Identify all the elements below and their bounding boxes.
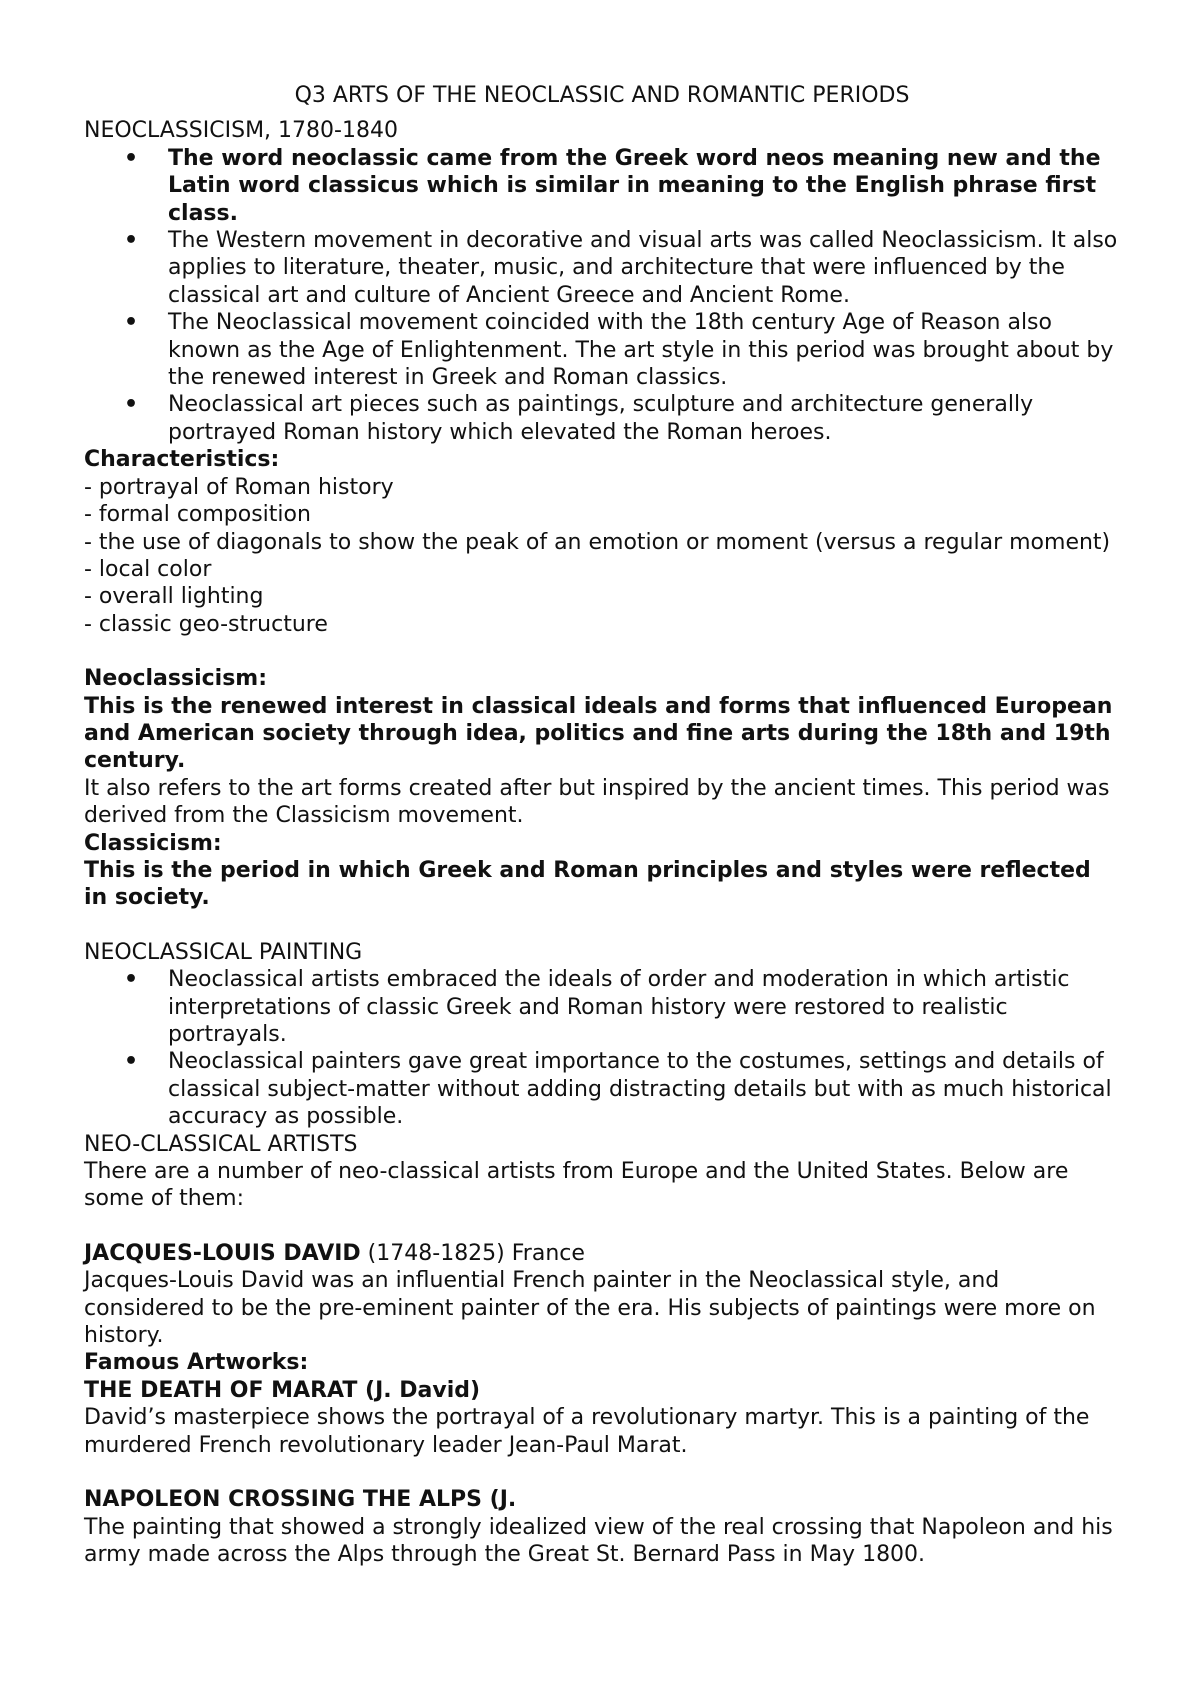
painting-heading: NEOCLASSICAL PAINTING: [84, 939, 363, 965]
blank-line: [84, 1213, 1120, 1240]
characteristic-item: - formal composition: [84, 502, 311, 528]
characteristic-item: - portrayal of Roman history: [84, 474, 394, 500]
characteristic-item: - classic geo-structure: [84, 611, 328, 637]
neoclassicism-definition-text: It also refers to the art forms created after but inspired by the ancient times. This period was derived from the Classicism movement.: [84, 775, 1110, 829]
artwork-marat-title: THE DEATH OF MARAT (J. David): [84, 1377, 481, 1403]
intro-bullet-list: [84, 145, 1120, 446]
intro-bullet: • Neoclassical art pieces such as paintings, sculpture and architecture generally portrayed Roman history which elevated the Roman heroes.: [168, 391, 1120, 446]
artist-david-bio: Jacques-Louis David was an influential French painter in the Neoclassical style, and considered to be the pre-eminent painter of the era. His subjects of paintings were more on history.: [84, 1268, 1096, 1349]
famous-artworks-heading: Famous Artworks:: [84, 1350, 309, 1376]
blank-line: [84, 912, 1120, 939]
intro-bullet: • The word neoclassic came from the Greek word neos meaning new and the Latin word classicus which is similar in meaning to the English phrase first class.: [168, 145, 1120, 227]
document-title: Q3 ARTS OF THE NEOCLASSIC AND ROMANTIC PERIODS: [294, 83, 910, 108]
blank-line: [84, 638, 1120, 665]
blank-line: [84, 1459, 1120, 1486]
artist-david-line: [84, 1240, 1120, 1267]
neoclassicism-definition-heading: Neoclassicism:: [84, 666, 268, 692]
classicism-definition: This is the period in which Greek and Roman principles and styles were reflected in society.: [84, 857, 1091, 911]
neoclassicism-heading: NEOCLASSICISM, 1780-1840: [84, 118, 398, 144]
characteristic-item: - the use of diagonals to show the peak of an emotion or moment (versus a regular moment): [84, 529, 1111, 555]
painting-bullet: • Neoclassical painters gave great importance to the costumes, settings and details of classical subject-matter without adding distracting details but with as much historical accuracy as possible.: [168, 1048, 1120, 1130]
artists-intro: There are a number of neo-classical artists from Europe and the United States. Below are some of them:: [84, 1159, 1069, 1212]
classicism-heading: Classicism:: [84, 830, 222, 856]
characteristic-item: - local color: [84, 556, 212, 582]
intro-bullet: • The Western movement in decorative and visual arts was called Neoclassicism. It also applies to literature, theater, music, and architecture that were influenced by the classical art and culture of Ancient Greece and Ancient Rome.: [168, 227, 1120, 309]
characteristic-item: - overall lighting: [84, 584, 264, 610]
artist-david-name: JACQUES-LOUIS DAVID: [84, 1240, 361, 1266]
artists-heading: NEO-CLASSICAL ARTISTS: [84, 1131, 358, 1157]
artwork-napoleon-description: The painting that showed a strongly idealized view of the real crossing that Napoleon and his army made across the Alps through the Great St. Bernard Pass in May 1800.: [84, 1514, 1113, 1567]
neoclassicism-definition-bold: This is the renewed interest in classical ideals and forms that influenced European and American society through idea, politics and fine arts during the 18th and 19th century.: [84, 693, 1113, 774]
artist-david-dates: (1748-1825) France: [360, 1240, 585, 1266]
painting-bullet-list: [84, 966, 1120, 1130]
artwork-napoleon-title: NAPOLEON CROSSING THE ALPS (J.: [84, 1487, 517, 1513]
intro-bullet: • The Neoclassical movement coincided with the 18th century Age of Reason also known as the Age of Enlightenment. The art style in this period was brought about by the renewed interest in Greek and Roman classics.: [168, 309, 1120, 391]
painting-bullet: • Neoclassical artists embraced the ideals of order and moderation in which artistic interpretations of classic Greek and Roman history were restored to realistic portrayals.: [168, 966, 1120, 1048]
characteristics-heading: Characteristics:: [84, 447, 280, 473]
artwork-marat-description: David’s masterpiece shows the portrayal of a revolutionary martyr. This is a painting of the murdered French revolutionary leader Jean-Paul Marat.: [84, 1405, 1090, 1458]
